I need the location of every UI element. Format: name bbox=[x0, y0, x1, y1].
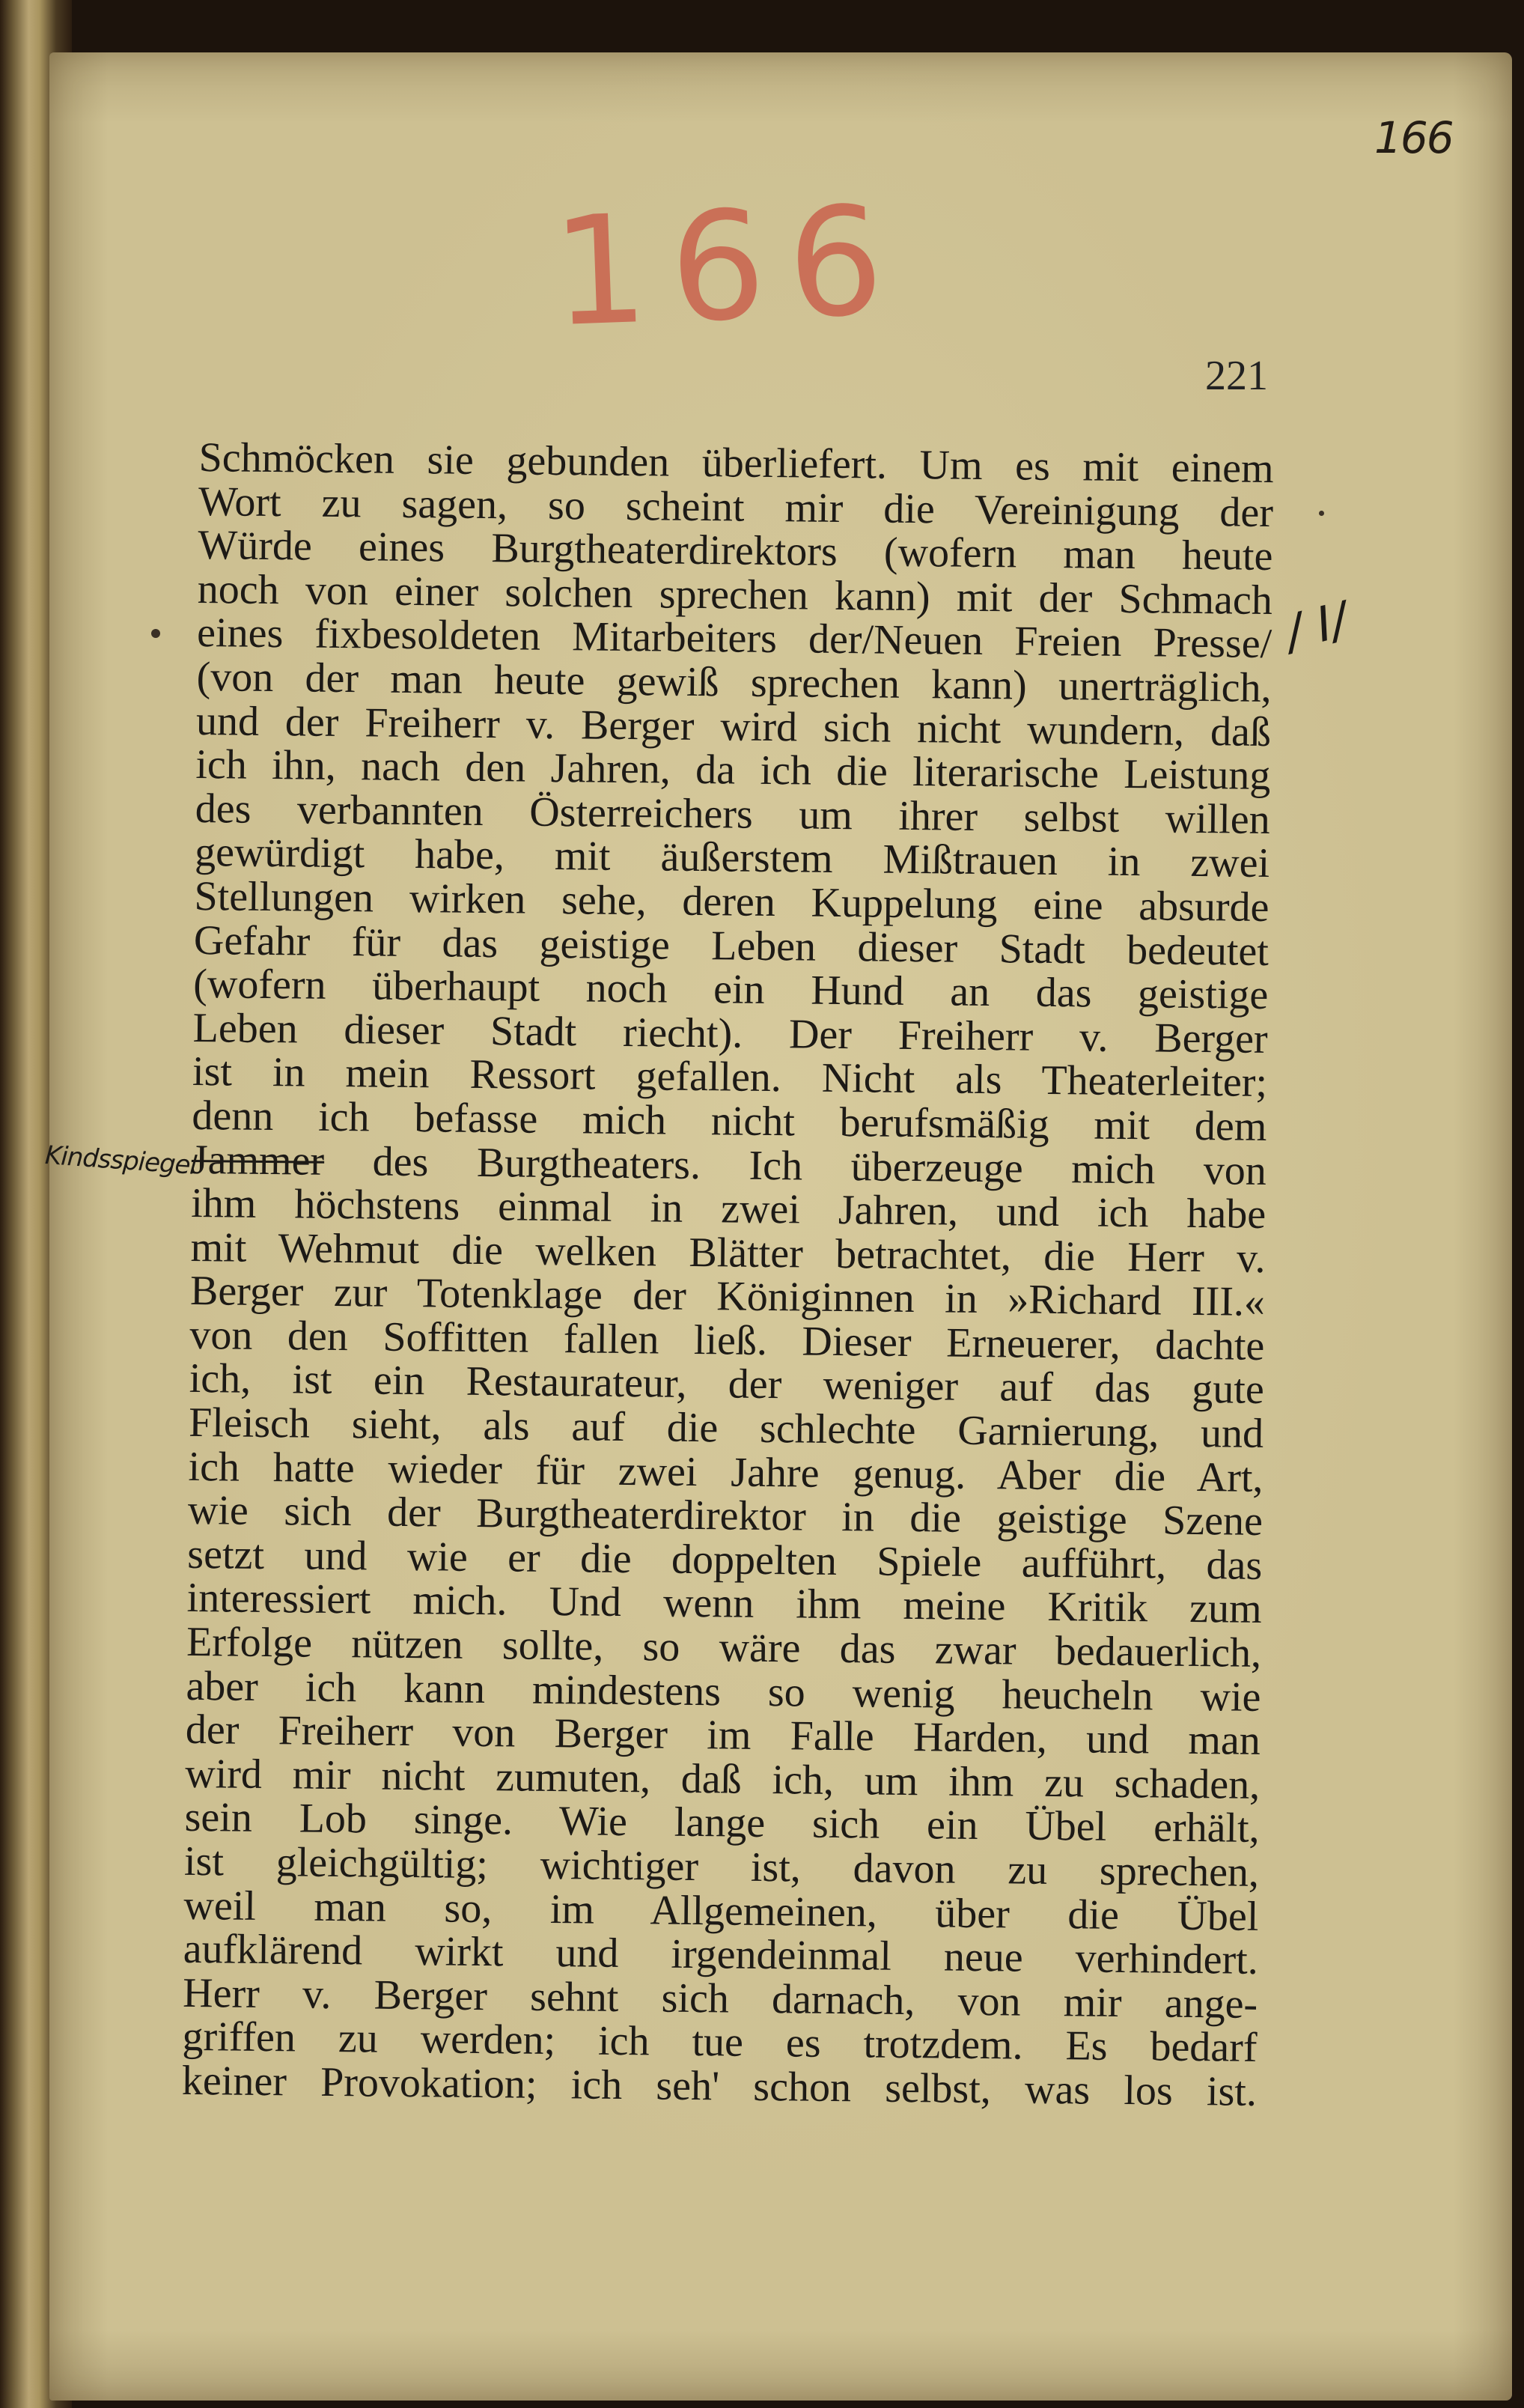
text-line: noch von einer solchen sprechen kann) mit der Schmach bbox=[197, 565, 1273, 624]
text-line: ist gleichgültig; wichtiger ist, davon zu sprechen, bbox=[183, 1837, 1260, 1896]
text-line: weil man so, im Allgemeinen, über die Übel bbox=[183, 1882, 1259, 1940]
text-line: Wort zu sagen, so scheint mir die Vereinigung der bbox=[198, 478, 1274, 536]
text-line: griffen zu werden; ich tue es trotzdem. Es bedarf bbox=[182, 2013, 1258, 2072]
red-folio-number: 166 bbox=[549, 173, 909, 361]
body-text-block bbox=[182, 436, 1274, 2114]
printed-page-number: 221 bbox=[1205, 353, 1268, 399]
text-line: Fleisch sieht, als auf die schlechte Garnierung, und bbox=[188, 1399, 1264, 1458]
text-line: (wofern überhaupt noch ein Hund an das geistige bbox=[193, 961, 1269, 1019]
margin-correction-mark: / I/ bbox=[1280, 592, 1354, 661]
text-line: eines fixbesoldeten Mitarbeiters der/Neuen Freien Presse/ bbox=[196, 609, 1272, 668]
text-line: interessiert mich. Und wenn ihm meine Kritik zum bbox=[186, 1575, 1262, 1633]
text-line: keiner Provokation; ich seh' schon selbst, was los ist. bbox=[181, 2057, 1258, 2115]
text-line: Stellungen wirken sehe, deren Kuppelung eine absurde bbox=[194, 872, 1270, 931]
text-line: und der Freiherr v. Berger wird sich nicht wundern, daß bbox=[195, 697, 1272, 755]
margin-dot-mark bbox=[1319, 511, 1324, 516]
text-line: denn ich befasse mich nicht berufsmäßig mit dem bbox=[192, 1092, 1267, 1150]
text-line: sein Lob singe. Wie lange sich ein Übel erhält, bbox=[184, 1794, 1260, 1852]
text-line: Schmöcken sie gebunden überliefert. Um es mit einem bbox=[198, 434, 1274, 493]
text-line: Leben dieser Stadt riecht). Der Freiherr v. Berger bbox=[192, 1004, 1268, 1062]
text-line: ich hatte wieder für zwei Jahre genug. Aber die Art, bbox=[188, 1443, 1264, 1501]
margin-handwritten-note: Kindsspiegel bbox=[43, 1140, 198, 1182]
text-line: Gefahr für das geistige Leben dieser Stadt bedeutet bbox=[193, 916, 1270, 975]
text-line: ist in mein Ressort gefallen. Nicht als Theaterleiter; bbox=[192, 1048, 1268, 1107]
text-line: (von der man heute gewiß sprechen kann) unerträglich, bbox=[196, 653, 1272, 711]
pencil-folio-number: 166 bbox=[1374, 112, 1453, 163]
text-line: wie sich der Burgtheaterdirektor in die geistige Szene bbox=[187, 1487, 1264, 1545]
text-line: des verbannten Österreichers um ihrer selbst willen bbox=[195, 785, 1271, 843]
text-line: setzt und wie er die doppelten Spiele aufführt, das bbox=[187, 1530, 1263, 1589]
text-line: Herr v. Berger sehnt sich darnach, von mir ange- bbox=[182, 1969, 1258, 2028]
struck-word: Jammer bbox=[191, 1136, 325, 1185]
text-line: der Freiherr von Berger im Falle Harden, und man bbox=[185, 1706, 1261, 1765]
text-line: aufklärend wirkt und irgendeinmal neue verhindert. bbox=[183, 1926, 1259, 1984]
text-line: mit Wehmut die welken Blätter betrachtet, die Herr v. bbox=[190, 1223, 1266, 1282]
text-line: gewürdigt habe, mit äußerstem Mißtrauen in zwei bbox=[194, 829, 1270, 887]
text-line: Würde eines Burgtheaterdirektors (wofern man heute bbox=[198, 522, 1273, 580]
text-line: Berger zur Totenklage der Königinnen in »Richard III.« bbox=[189, 1268, 1266, 1326]
text-line: ich ihn, nach den Jahren, da ich die literarische Leistung bbox=[195, 741, 1271, 800]
text-line: von den Soffitten fallen ließ. Dieser Erneuerer, dachte bbox=[189, 1311, 1265, 1369]
text-line: aber ich kann mindestens so wenig heucheln wie bbox=[186, 1662, 1261, 1721]
text-line: wird mir nicht zumuten, daß ich, um ihm zu schaden, bbox=[184, 1750, 1261, 1808]
margin-dot-mark bbox=[151, 629, 160, 638]
text-line: ich, ist ein Restaurateur, der weniger auf das gute bbox=[189, 1355, 1265, 1414]
text-line: Erfolge nützen sollte, so wäre das zwar bedauerlich, bbox=[186, 1618, 1262, 1676]
text-line-rest: des Burgtheaters. Ich überzeuge mich von bbox=[323, 1137, 1267, 1194]
text-line: ihm höchstens einmal in zwei Jahren, und ich habe bbox=[190, 1180, 1267, 1238]
